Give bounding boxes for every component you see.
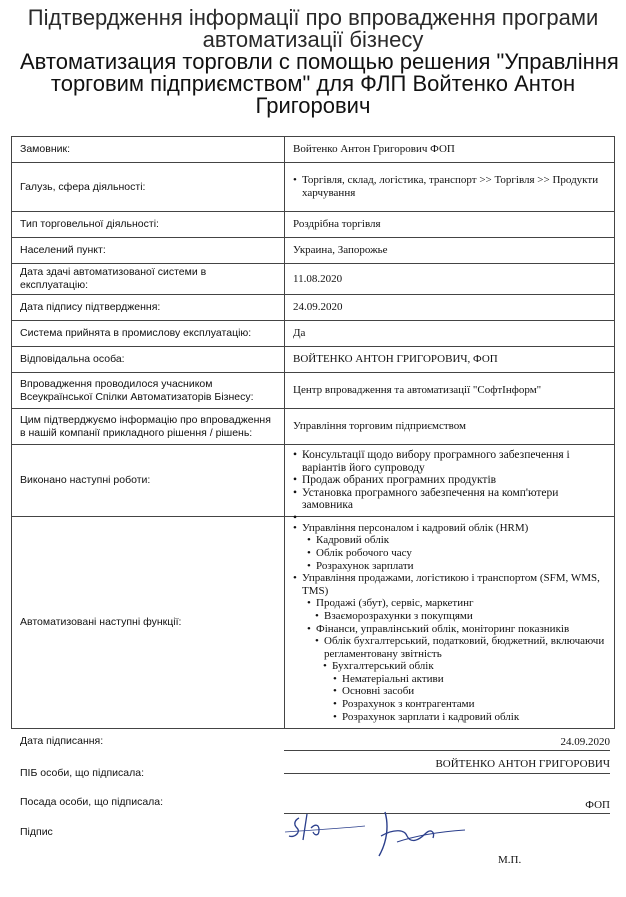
row-label: Тип торговельної діяльності:	[12, 212, 285, 238]
handwritten-signature-image	[285, 806, 475, 862]
function-item: • Розрахунок зарплати і кадровий облік	[333, 711, 606, 724]
signing-date-line	[284, 750, 610, 751]
row-value	[285, 163, 615, 212]
function-item: • Облік робочого часу	[307, 547, 606, 560]
document-title	[20, 5, 619, 118]
row-functions	[12, 517, 615, 729]
title-line-5: Григорович	[255, 93, 371, 118]
row-label: Виконано наступні роботи:	[12, 445, 285, 517]
row-label: Дата підпису підтвердження:	[12, 295, 285, 321]
work-item: • Установка програмного забезпечення на комп'ютери замовника	[293, 487, 606, 512]
signer-name-label: ПІБ особи, що підписала:	[20, 767, 144, 779]
signing-date-label: Дата підписання:	[20, 735, 104, 747]
function-item: • Нематеріальні активи	[333, 673, 606, 686]
function-item: • Продажі (збут), сервіс, маркетинг	[307, 597, 606, 610]
row-label: Дата здачі автоматизованої системи в експлуатацію:	[12, 264, 285, 295]
row-commissioning-date	[12, 264, 615, 295]
row-solution	[12, 409, 615, 445]
row-locality	[12, 238, 615, 264]
title-line-1: Підтвердження інформації про впровадження програми	[27, 5, 599, 30]
function-item: • Розрахунок зарплати	[307, 560, 606, 573]
info-table	[11, 136, 615, 729]
signature-label: Підпис	[20, 826, 53, 838]
signer-position-value: ФОП	[585, 799, 610, 811]
row-trade-type	[12, 212, 615, 238]
function-item: • Основні засоби	[333, 685, 606, 698]
row-label: Замовник:	[12, 137, 285, 163]
function-item: • Кадровий облік	[307, 534, 606, 547]
industry-item: • Торгівля, склад, логістика, транспорт >> Торгівля >> Продукти харчування	[293, 174, 606, 200]
function-item: • Управління персоналом і кадровий облік (HRM)	[293, 522, 606, 535]
signer-name-line	[284, 773, 610, 774]
work-item: • Консультації щодо вибору програмного забезпечення і варіантів його супроводу	[293, 449, 606, 474]
work-item: • Продаж обраних програмних продуктів	[293, 474, 606, 487]
row-value: Роздрібна торгівля	[285, 212, 615, 238]
function-item: • Фінанси, управлінський облік, моніторинг показників	[307, 623, 606, 636]
row-value: Войтенко Антон Григорович ФОП	[285, 137, 615, 163]
function-item: • Розрахунок з контрагентами	[333, 698, 606, 711]
row-label: Автоматизовані наступні функції:	[12, 517, 285, 729]
row-label: Галузь, сфера діяльності:	[12, 163, 285, 212]
function-item: • Взаєморозрахунки з покупцями	[315, 610, 606, 623]
row-label: Впровадження проводилося учасником Всеукраїнської Спілки Автоматизаторів Бізнесу:	[12, 373, 285, 409]
row-industry	[12, 163, 615, 212]
row-works	[12, 445, 615, 517]
row-value	[285, 445, 615, 517]
function-item: • Управління продажами, логістикою і транспортом (SFM, WMS, TMS)	[293, 572, 606, 597]
row-value: 11.08.2020	[285, 264, 615, 295]
signing-date-value: 24.09.2020	[560, 736, 610, 748]
row-customer	[12, 137, 615, 163]
row-value: 24.09.2020	[285, 295, 615, 321]
signer-name-row	[20, 758, 610, 780]
row-value: Управління торговим підприємством	[285, 409, 615, 445]
row-value: Центр впровадження та автоматизації "СофтІнформ"	[285, 373, 615, 409]
row-label: Відповідальна особа:	[12, 347, 285, 373]
function-item: • Бухгалтерський облік	[323, 660, 606, 673]
title-line-3: Автоматизация торговли с помощью решения "Управління	[20, 49, 619, 74]
title-line-4: торговим підприємством" для ФЛП Войтенко Антон	[50, 71, 576, 96]
signer-name-value: ВОЙТЕНКО АНТОН ГРИГОРОВИЧ	[435, 758, 610, 770]
signing-date-row	[20, 735, 610, 753]
title-line-2: автоматизації бізнесу	[202, 27, 424, 52]
row-value: Украина, Запорожье	[285, 238, 615, 264]
row-responsible	[12, 347, 615, 373]
signer-position-label: Посада особи, що підписала:	[20, 796, 164, 808]
row-accepted	[12, 321, 615, 347]
row-value	[285, 517, 615, 729]
function-item: • Облік бухгалтерський, податковий, бюджетний, включаючи регламентовану звітність	[315, 635, 606, 660]
row-label: Система прийнята в промислову експлуатацію:	[12, 321, 285, 347]
row-value: Да	[285, 321, 615, 347]
row-label: Населений пункт:	[12, 238, 285, 264]
row-value: ВОЙТЕНКО АНТОН ГРИГОРОВИЧ, ФОП	[285, 347, 615, 373]
row-confirmation-date	[12, 295, 615, 321]
stamp-placeholder: М.П.	[498, 854, 522, 866]
row-implementer	[12, 373, 615, 409]
row-label: Цим підтверджуємо інформацію про впровадження в нашій компанії прикладного рішення / рішень:	[12, 409, 285, 445]
